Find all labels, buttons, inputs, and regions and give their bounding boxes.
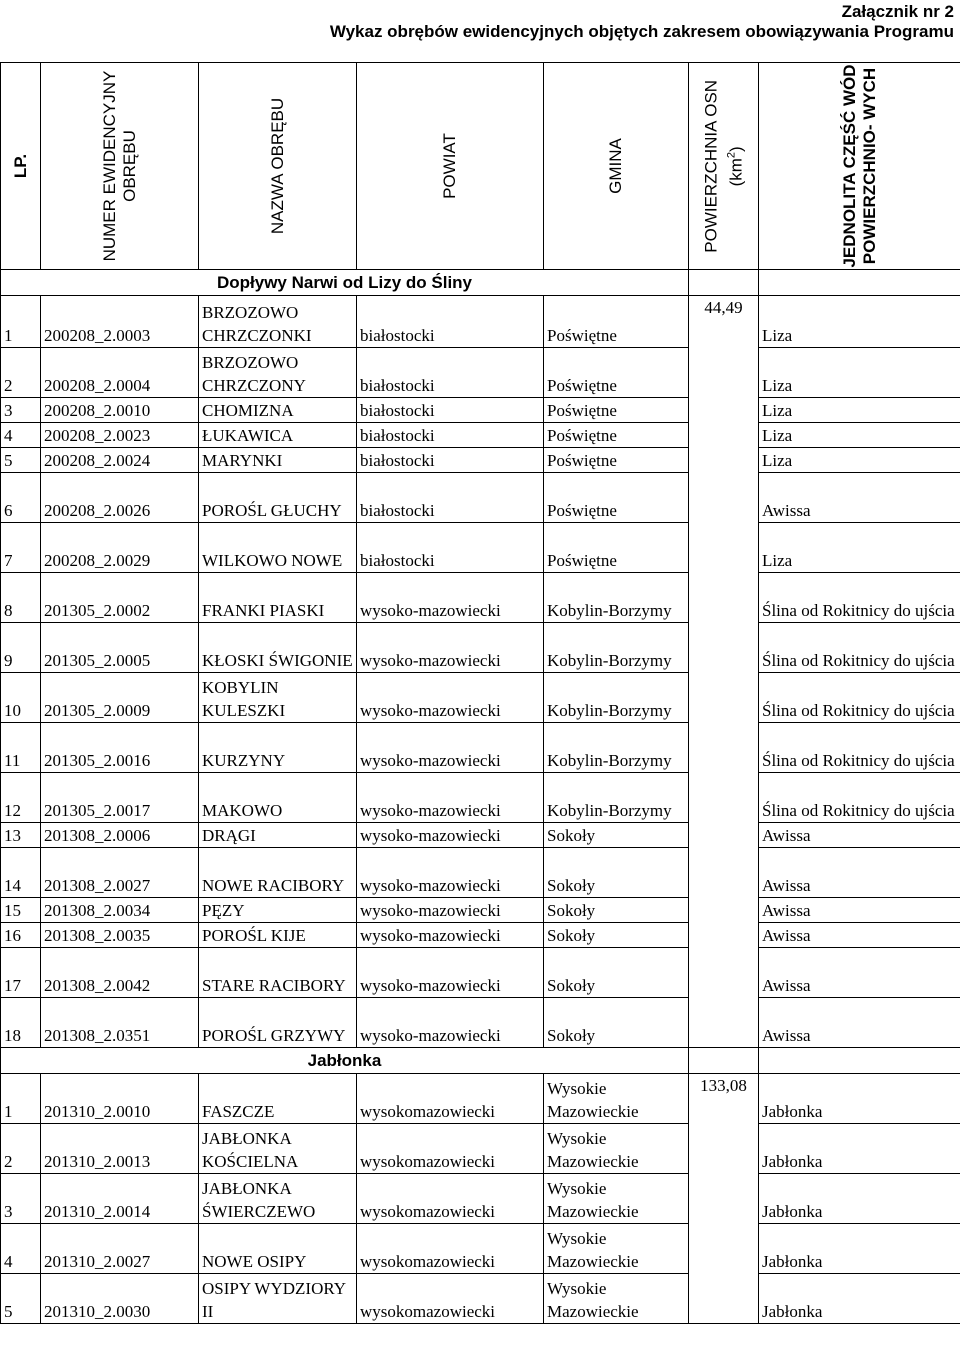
cell-nazwa: BRZOZOWO CHRZCZONKI (199, 296, 357, 348)
cell-numer: 201305_2.0016 (41, 723, 199, 773)
cell-powiat: wysokomazowiecki (357, 1074, 544, 1124)
cell-powiat: wysoko-mazowiecki (357, 573, 544, 623)
cell-powiat: białostocki (357, 473, 544, 523)
cell-lp: 5 (1, 1274, 41, 1324)
table-body (1, 270, 960, 1324)
cell-gmina: Wysokie Mazowieckie (544, 1174, 689, 1224)
cell-jcwp: Liza (759, 448, 960, 473)
cell-powiat: wysoko-mazowiecki (357, 998, 544, 1048)
cell-lp: 4 (1, 423, 41, 448)
cell-gmina: Sokoły (544, 823, 689, 848)
column-header-nazwa: NAZWA OBRĘBU (199, 63, 357, 270)
cell-numer: 201310_2.0027 (41, 1224, 199, 1274)
cell-nazwa: PĘZY (199, 898, 357, 923)
cell-powiat: białostocki (357, 523, 544, 573)
table-row (1, 448, 960, 473)
cell-jcwp: Liza (759, 348, 960, 398)
cell-powiat: białostocki (357, 423, 544, 448)
cell-nazwa: MARYNKI (199, 448, 357, 473)
cell-lp: 10 (1, 673, 41, 723)
cell-gmina: Sokoły (544, 948, 689, 998)
cell-area: 133,08 (689, 1074, 759, 1324)
cell-jcwp: Liza (759, 296, 960, 348)
cell-lp: 18 (1, 998, 41, 1048)
cell-gmina: Poświętne (544, 448, 689, 473)
table-header-row (1, 63, 960, 270)
cell-jcwp: Jabłonka (759, 1074, 960, 1124)
cell-nazwa: POROŚL GRZYWY (199, 998, 357, 1048)
cell-lp: 6 (1, 473, 41, 523)
table-row (1, 773, 960, 823)
cell-nazwa: BRZOZOWO CHRZCZONY (199, 348, 357, 398)
cell-jcwp: Ślina od Rokitnicy do ujścia (759, 573, 960, 623)
cell-numer: 201310_2.0014 (41, 1174, 199, 1224)
cell-gmina: Poświętne (544, 398, 689, 423)
cell-numer: 201305_2.0009 (41, 673, 199, 723)
cell-lp: 16 (1, 923, 41, 948)
cell-numer: 201310_2.0010 (41, 1074, 199, 1124)
cell-powiat: wysoko-mazowiecki (357, 948, 544, 998)
table-row (1, 673, 960, 723)
cell-nazwa: DRĄGI (199, 823, 357, 848)
cell-nazwa: NOWE RACIBORY (199, 848, 357, 898)
table-row (1, 296, 960, 348)
cell-jcwp: Awissa (759, 473, 960, 523)
cell-jcwp: Awissa (759, 848, 960, 898)
cell-numer: 200208_2.0026 (41, 473, 199, 523)
cell-gmina: Wysokie Mazowieckie (544, 1074, 689, 1124)
table-row (1, 523, 960, 573)
cell-gmina: Wysokie Mazowieckie (544, 1274, 689, 1324)
cell-nazwa: MAKOWO (199, 773, 357, 823)
table-row (1, 1174, 960, 1224)
cell-gmina: Poświętne (544, 423, 689, 448)
cell-numer: 201308_2.0027 (41, 848, 199, 898)
table-row (1, 1124, 960, 1174)
cell-lp: 7 (1, 523, 41, 573)
table-row (1, 948, 960, 998)
cell-powiat: wysoko-mazowiecki (357, 848, 544, 898)
cell-lp: 1 (1, 296, 41, 348)
cell-numer: 201308_2.0006 (41, 823, 199, 848)
cell-nazwa: KŁOSKI ŚWIGONIE (199, 623, 357, 673)
cell-gmina: Kobylin-Borzymy (544, 573, 689, 623)
cell-nazwa: STARE RACIBORY (199, 948, 357, 998)
cell-gmina: Poświętne (544, 348, 689, 398)
cell-powiat: wysokomazowiecki (357, 1174, 544, 1224)
cell-lp: 2 (1, 348, 41, 398)
cell-numer: 201308_2.0042 (41, 948, 199, 998)
annex-label: Załącznik nr 2 (841, 2, 954, 21)
column-header-jcwp: JEDNOLITA CZĘŚĆ WÓD POWIERZCHNIO- WYCH (759, 63, 960, 270)
cell-numer: 201308_2.0035 (41, 923, 199, 948)
cell-gmina: Kobylin-Borzymy (544, 723, 689, 773)
cell-powiat: wysoko-mazowiecki (357, 923, 544, 948)
cell-nazwa: POROŚL KIJE (199, 923, 357, 948)
table-row (1, 398, 960, 423)
cell-lp: 1 (1, 1074, 41, 1124)
cell-nazwa: POROŚL GŁUCHY (199, 473, 357, 523)
cell-gmina: Poświętne (544, 473, 689, 523)
cell-powiat: białostocki (357, 348, 544, 398)
cell-nazwa: KURZYNY (199, 723, 357, 773)
cell-powiat: wysokomazowiecki (357, 1124, 544, 1174)
section-title: Jabłonka (1, 1048, 689, 1074)
table-row (1, 848, 960, 898)
table-row (1, 723, 960, 773)
cell-jcwp: Ślina od Rokitnicy do ujścia (759, 623, 960, 673)
cell-nazwa: WILKOWO NOWE (199, 523, 357, 573)
table-row (1, 1224, 960, 1274)
table-row (1, 348, 960, 398)
cell-lp: 15 (1, 898, 41, 923)
cell-numer: 200208_2.0003 (41, 296, 199, 348)
cell-powiat: wysoko-mazowiecki (357, 623, 544, 673)
cell-lp: 8 (1, 573, 41, 623)
table-row (1, 1074, 960, 1124)
cell-lp: 3 (1, 1174, 41, 1224)
cell-powiat: białostocki (357, 448, 544, 473)
cell-nazwa: FASZCZE (199, 1074, 357, 1124)
cell-powiat: wysokomazowiecki (357, 1224, 544, 1274)
cell-jcwp: Awissa (759, 998, 960, 1048)
cell-lp: 9 (1, 623, 41, 673)
cell-jcwp: Ślina od Rokitnicy do ujścia (759, 773, 960, 823)
cell-powiat: białostocki (357, 398, 544, 423)
column-header-powiat: POWIAT (357, 63, 544, 270)
cell-lp: 4 (1, 1224, 41, 1274)
table-row (1, 998, 960, 1048)
cell-powiat: wysoko-mazowiecki (357, 673, 544, 723)
cell-powiat: wysoko-mazowiecki (357, 723, 544, 773)
cell-jcwp: Awissa (759, 923, 960, 948)
cell-numer: 200208_2.0004 (41, 348, 199, 398)
section-row (1, 1048, 960, 1074)
cell-jcwp: Jabłonka (759, 1174, 960, 1224)
cell-powiat: wysoko-mazowiecki (357, 898, 544, 923)
cell-gmina: Sokoły (544, 848, 689, 898)
table-row (1, 423, 960, 448)
column-header-numer: NUMER EWIDENCYJNY OBRĘBU (41, 63, 199, 270)
cell-gmina: Sokoły (544, 998, 689, 1048)
cell-numer: 201305_2.0005 (41, 623, 199, 673)
cell-powiat: wysokomazowiecki (357, 1274, 544, 1324)
cell-numer: 201310_2.0030 (41, 1274, 199, 1324)
cell-numer: 201310_2.0013 (41, 1124, 199, 1174)
table-row (1, 473, 960, 523)
cell-gmina: Sokoły (544, 898, 689, 923)
section-area-blank (689, 270, 759, 296)
cell-lp: 12 (1, 773, 41, 823)
column-header-lp: LP. (1, 63, 41, 270)
cell-jcwp: Ślina od Rokitnicy do ujścia (759, 673, 960, 723)
cell-numer: 201305_2.0002 (41, 573, 199, 623)
section-title: Dopływy Narwi od Lizy do Śliny (1, 270, 689, 296)
cell-nazwa: NOWE OSIPY (199, 1224, 357, 1274)
cell-gmina: Kobylin-Borzymy (544, 623, 689, 673)
cell-jcwp: Liza (759, 423, 960, 448)
cell-jcwp: Awissa (759, 823, 960, 848)
districts-table (0, 62, 960, 1324)
cell-jcwp: Ślina od Rokitnicy do ujścia (759, 723, 960, 773)
cell-lp: 17 (1, 948, 41, 998)
column-header-gmina: GMINA (544, 63, 689, 270)
cell-numer: 201308_2.0034 (41, 898, 199, 923)
cell-jcwp: Jabłonka (759, 1224, 960, 1274)
cell-numer: 201308_2.0351 (41, 998, 199, 1048)
section-area-blank (689, 1048, 759, 1074)
section-row (1, 270, 960, 296)
table-row (1, 573, 960, 623)
cell-numer: 200208_2.0029 (41, 523, 199, 573)
cell-jcwp: Awissa (759, 898, 960, 923)
cell-gmina: Wysokie Mazowieckie (544, 1224, 689, 1274)
cell-gmina: Kobylin-Borzymy (544, 773, 689, 823)
cell-numer: 200208_2.0023 (41, 423, 199, 448)
document-title: Wykaz obrębów ewidencyjnych objętych zakresem obowiązywania Programu (329, 22, 954, 41)
cell-lp: 14 (1, 848, 41, 898)
cell-lp: 3 (1, 398, 41, 423)
cell-lp: 13 (1, 823, 41, 848)
cell-nazwa: KOBYLIN KULESZKI (199, 673, 357, 723)
cell-powiat: wysoko-mazowiecki (357, 823, 544, 848)
cell-numer: 200208_2.0010 (41, 398, 199, 423)
cell-gmina: Kobylin-Borzymy (544, 673, 689, 723)
cell-nazwa: OSIPY WYDZIORY II (199, 1274, 357, 1324)
cell-lp: 11 (1, 723, 41, 773)
table-row (1, 898, 960, 923)
cell-jcwp: Liza (759, 398, 960, 423)
cell-powiat: białostocki (357, 296, 544, 348)
cell-area: 44,49 (689, 296, 759, 1048)
cell-nazwa: CHOMIZNA (199, 398, 357, 423)
cell-gmina: Sokoły (544, 923, 689, 948)
table-row (1, 823, 960, 848)
cell-gmina: Poświętne (544, 523, 689, 573)
cell-lp: 2 (1, 1124, 41, 1174)
cell-jcwp: Jabłonka (759, 1274, 960, 1324)
table-row (1, 623, 960, 673)
cell-nazwa: FRANKI PIASKI (199, 573, 357, 623)
cell-jcwp: Jabłonka (759, 1124, 960, 1174)
section-blank (759, 270, 960, 296)
cell-numer: 201305_2.0017 (41, 773, 199, 823)
column-header-powierzchnia: POWIERZCHNIA OSN $(km^2)$ (689, 63, 759, 270)
cell-jcwp: Awissa (759, 948, 960, 998)
table-row (1, 1274, 960, 1324)
table-row (1, 923, 960, 948)
cell-numer: 200208_2.0024 (41, 448, 199, 473)
cell-jcwp: Liza (759, 523, 960, 573)
cell-gmina: Wysokie Mazowieckie (544, 1124, 689, 1174)
cell-gmina: Poświętne (544, 296, 689, 348)
cell-nazwa: JABŁONKA ŚWIERCZEWO (199, 1174, 357, 1224)
cell-powiat: wysoko-mazowiecki (357, 773, 544, 823)
cell-lp: 5 (1, 448, 41, 473)
cell-nazwa: JABŁONKA KOŚCIELNA (199, 1124, 357, 1174)
cell-nazwa: ŁUKAWICA (199, 423, 357, 448)
section-blank (759, 1048, 960, 1074)
